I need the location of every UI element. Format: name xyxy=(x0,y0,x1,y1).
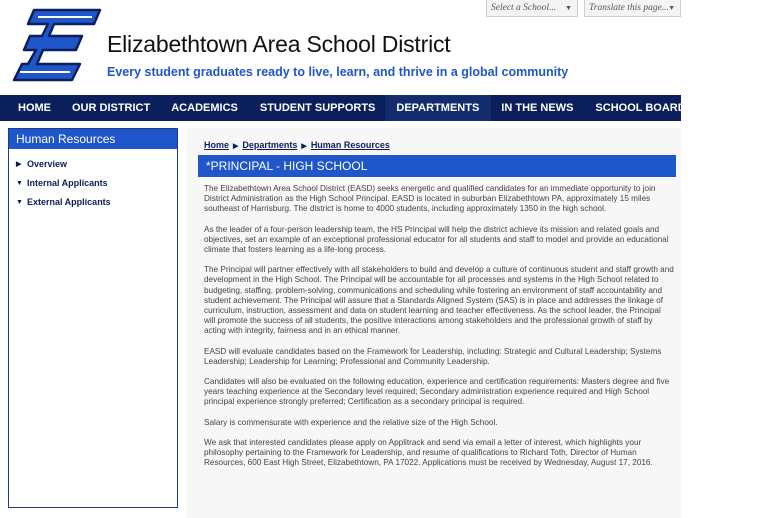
nav-student-supports[interactable]: STUDENT SUPPORTS xyxy=(259,102,376,114)
nav-in-the-news[interactable]: IN THE NEWS xyxy=(501,102,574,114)
breadcrumb-human-resources[interactable]: Human Resources xyxy=(310,140,390,150)
translate-dropdown[interactable] xyxy=(584,0,681,17)
sidebar-item-external-applicants[interactable] xyxy=(9,193,177,212)
district-logo[interactable] xyxy=(12,6,102,84)
breadcrumb-home[interactable]: Home xyxy=(204,140,230,150)
triangle-down-icon: ▼ xyxy=(16,180,23,187)
triangle-right-icon: ▶ xyxy=(301,143,307,150)
select-school-label: Select a School... xyxy=(491,3,557,13)
sidebar-item-overview[interactable] xyxy=(9,155,177,174)
main-nav xyxy=(0,95,762,121)
page-title: *PRINCIPAL - HIGH SCHOOL xyxy=(198,155,676,177)
job-description xyxy=(204,184,674,478)
paragraph: EASD will evaluate candidates based on the Framework for Leadership, including: Strategic and Cultural Leadership; Systems Leadership; Leadership for Learning; Professional and Community Leadership. xyxy=(204,346,662,366)
paragraph: The Principal will partner effectively with all stakeholders to build and develop a culture of continuous student and staff growth and development in the High School. The Principal will be accountable for all processes and systems in the High School related to budgeting, staffing, problem-solving, communications and scheduling while fostering an environment of staff accountability and student achievement. The Principal will assure that a Standards Aligned System (SAS) is in place and addresses the linkage of curriculum, instruction, assessment and data on student learning and teacher effectiveness. As the school leader, the Principal will promote the success of all students, the positive interactions among stakeholders and the professional growth of staff by acting with integrity, fairness and in an ethical manner. xyxy=(204,265,674,336)
sidebar-item-label: Overview xyxy=(27,159,68,169)
paragraph: The Elizabethtown Area School District (EASD) seeks energetic and qualified candidates for an immediate opportunity to join District Administration as the High School Principal. EASD is located in suburban Elizabethtown PA, approximately 15 miles southeast of Harrisburg. The district is home to 4000 students, including approximately 1350 in the high school. xyxy=(204,184,656,214)
nav-intranet[interactable]: INTRANET xyxy=(705,102,762,114)
sidebar xyxy=(8,128,178,508)
paragraph: We ask that interested candidates please apply on Applitrack and send via email a letter of interest, which highlights your philosophy pertaining to the Framework for Leadership, and resume of qualifications to Richard Toth, Director of Human Resources, 600 East High Street, Elizabethtown, PA 17022. Applications must be received by Wednesday, August 17, 2016. xyxy=(204,437,653,468)
breadcrumb xyxy=(204,140,390,150)
sidebar-menu xyxy=(9,149,177,212)
paragraph: Salary is commensurate with experience and the relative size of the High School. xyxy=(204,417,498,427)
site-header xyxy=(0,0,681,95)
paragraph: As the leader of a four-person leadership team, the HS Principal will help the district achieve its mission and related goals and objectives, set an example of an exceptional professional educator for all students and staff to model and provide an educational climate that fosters learning as a life-long process. xyxy=(204,224,669,255)
sidebar-item-label: External Applicants xyxy=(27,197,111,207)
site-title[interactable]: Elizabethtown Area School District xyxy=(107,31,451,57)
sidebar-title: Human Resources xyxy=(9,129,177,149)
select-school-dropdown[interactable] xyxy=(486,0,578,17)
nav-home[interactable]: HOME xyxy=(18,102,51,114)
sidebar-item-internal-applicants[interactable] xyxy=(9,174,177,193)
paragraph: Candidates will also be evaluated on the following education, experience and certification requirements: Masters degree and five years teaching experience at the Secondary level required; Secondary administration experience required and High School principal experience strongly preferred; Certification as a secondary principal is required. xyxy=(204,377,670,407)
main-content xyxy=(186,128,681,518)
sidebar-item-label: Internal Applicants xyxy=(27,178,108,188)
triangle-down-icon: ▼ xyxy=(16,199,23,206)
translate-label: Translate this page... xyxy=(589,3,669,13)
nav-academics[interactable]: ACADEMICS xyxy=(171,102,238,114)
breadcrumb-departments[interactable]: Departments xyxy=(242,140,298,150)
nav-school-board[interactable]: SCHOOL BOARD xyxy=(595,102,686,114)
nav-our-district[interactable]: OUR DISTRICT xyxy=(72,102,151,114)
chevron-down-icon: ▼ xyxy=(668,4,675,12)
site-tagline: Every student graduates ready to live, learn, and thrive in a global community xyxy=(107,65,569,79)
chevron-down-icon: ▼ xyxy=(565,4,572,12)
triangle-right-icon: ▶ xyxy=(233,143,239,150)
nav-departments[interactable]: DEPARTMENTS xyxy=(385,95,491,121)
triangle-right-icon: ▶ xyxy=(16,161,22,168)
